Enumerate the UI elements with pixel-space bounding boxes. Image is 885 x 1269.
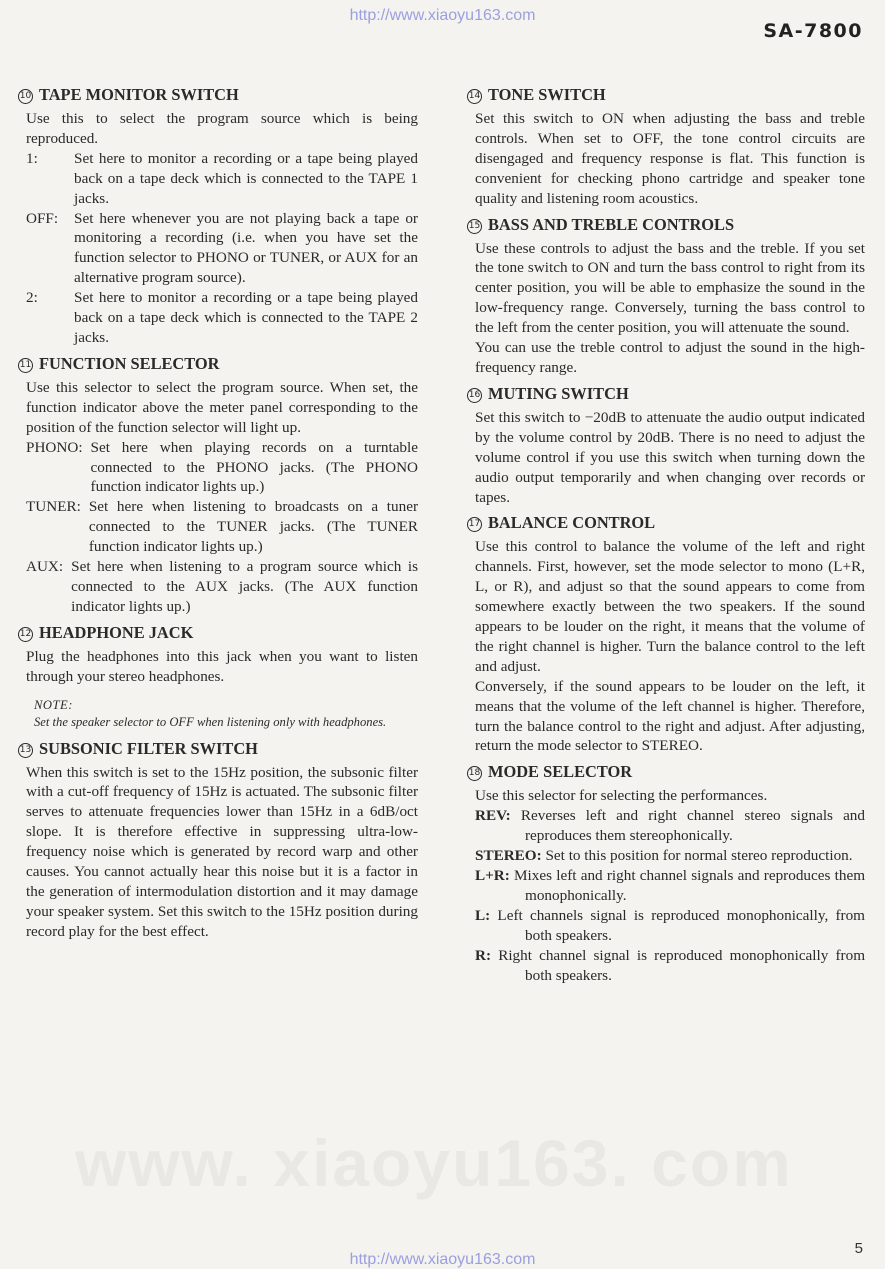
section-title: TONE SWITCH (488, 85, 606, 104)
item-term: L+R: (475, 867, 510, 884)
section-title: MODE SELECTOR (488, 762, 633, 782)
header-url: http://www.xiaoyu163.com (349, 7, 536, 24)
section-heading (18, 738, 418, 760)
section-heading (18, 622, 418, 644)
list-item (475, 866, 865, 906)
section-subsonic-filter (19, 738, 418, 942)
item-text: Set here whenever you are not playing back a tape or monitoring a recording (i.e. when you have set the function selector to PHONO or TUNER, or AUX for an alternative program source). (74, 209, 418, 287)
note-label: NOTE: (34, 697, 73, 712)
section-tone-switch (468, 84, 865, 209)
note-text: Set the speaker selector to OFF when listening only with headphones. (34, 714, 387, 729)
item-term: 1: (26, 149, 38, 167)
section-mode-selector (468, 761, 866, 985)
section-body: When this switch is set to the 15Hz position, the subsonic filter with a cut-off frequency of 15Hz is actuated. The subsonic filter serves to attenuate frequencies lower than 15Hz in a 6dB/oct slope. It is therefore effective in suppressing ultra-low-frequency noise which is generated by record warp and other causes. You cannot actually hear this noise but it is a factor in the generation of intermodulation distortion and it may damage your speaker system. Set this switch to the 15Hz position during record play for the best effect. (26, 763, 418, 940)
list-item (26, 288, 418, 348)
section-body: Use these controls to adjust the bass and the treble. If you set the tone switch to ON and turn the bass control to right from its center position, you will be able to emphasize the sound in the low-frequency range. Conversely, turning the bass control to the left from the center position, you will attenuate the sound. (475, 239, 865, 337)
section-heading (467, 214, 865, 236)
list-item (26, 149, 418, 209)
item-text: Set here to monitor a recording or a tape being played back on a tape deck which is connected to the TAPE 1 jacks. (74, 149, 418, 207)
section-balance-control (468, 512, 865, 756)
watermark-text (75, 1125, 793, 1201)
right-column (468, 84, 866, 985)
page-number: 5 (854, 1240, 863, 1257)
section-intro: Use this selector for selecting the performances. (475, 787, 768, 805)
item-term: AUX: (26, 558, 64, 576)
item-term: STEREO: (475, 847, 542, 865)
section-muting-switch (468, 383, 865, 508)
item-term: 2: (26, 289, 38, 307)
section-bass-treble (468, 214, 865, 378)
section-heading (467, 383, 865, 405)
section-tape-monitor (19, 84, 418, 348)
item-term: REV: (475, 807, 511, 825)
item-term: TUNER: (26, 498, 81, 516)
circled-number: 14 (467, 89, 482, 104)
section-body: You can use the treble control to adjust the sound in the high-frequency range. (475, 339, 865, 376)
section-intro: Use this to select the program source which is being reproduced. (26, 110, 418, 147)
item-text: Reverses left and right channel stereo signals and reproduces them stereophonically. (520, 807, 865, 845)
section-title: FUNCTION SELECTOR (39, 353, 220, 373)
item-term: PHONO: (26, 438, 83, 456)
circled-number: 13 (18, 743, 33, 758)
section-title: SUBSONIC FILTER SWITCH (39, 738, 258, 758)
section-title: BALANCE CONTROL (488, 513, 656, 533)
item-text: Mixes left and right channel signals and reproduces them monophonically. (514, 867, 866, 904)
section-title: BASS AND TREBLE CONTROLS (488, 214, 735, 234)
section-body: Set this switch to ON when adjusting the bass and treble controls. When set to OFF, the tone control circuits are disengaged and frequency response is flat. This function is convenient for checking phono cartridge and speaker tone quality and listening room acoustics. (475, 110, 865, 207)
list-item (26, 497, 418, 557)
circled-number: 11 (18, 358, 33, 373)
circled-number: 18 (467, 766, 482, 781)
section-heading (467, 761, 865, 783)
circled-number: 16 (467, 388, 482, 403)
circled-number: 10 (18, 89, 33, 104)
section-heading (467, 84, 865, 106)
section-title: MUTING SWITCH (488, 383, 629, 403)
section-body: Conversely, if the sound appears to be louder on the left, it means that the volume of the left channel is higher. Therefore, turn the balance control to the right and adjust. After adjusting, return the mode selector to STEREO. (475, 677, 865, 755)
list-item (26, 557, 418, 617)
section-heading (18, 353, 418, 375)
item-text: Set here when listening to a program source which is connected to the AUX jacks. (The AUX function indicator lights up.) (71, 558, 418, 615)
item-text: Set here to monitor a recording or a tape being played back on a tape deck which is connected to the TAPE 2 jacks. (74, 289, 418, 346)
circled-number: 12 (18, 627, 33, 642)
section-body: Set this switch to −20dB to attenuate the audio output indicated by the volume control by 20dB. There is no need to adjust the volume control if you use this switch when turning down the audio output temporarily and when changing over records or tapes. (475, 408, 865, 506)
section-body: Use this control to balance the volume of the left and right channels. First, however, set the mode selector to mono (L+R, L, or R), and adjust so that the sound appears to come from somewhere exactly between the two speakers. If the sound appears to be louder on the right, it means that the volume of the right channel is higher. Turn the balance control to the left and adjust. (475, 538, 865, 675)
circled-number: 15 (467, 219, 482, 234)
note-block (34, 697, 418, 731)
section-body: Plug the headphones into this jack when you want to listen through your stereo headphones. (26, 647, 418, 685)
item-term: OFF: (26, 209, 59, 227)
section-headphone-jack (19, 622, 418, 731)
section-title: HEADPHONE JACK (39, 622, 194, 642)
left-column (19, 84, 418, 942)
section-heading (467, 512, 865, 534)
list-item (26, 438, 418, 498)
list-item (475, 946, 865, 986)
list-item (475, 906, 865, 946)
list-item (475, 846, 865, 866)
section-function-selector (19, 353, 418, 617)
footer-url: http://www.xiaoyu163.com (349, 1251, 536, 1268)
item-text: Set here when listening to broadcasts on a tuner connected to the TUNER jacks. (The TUNER function indicator lights up.) (88, 498, 418, 556)
model-number: SA-7800 (763, 20, 863, 42)
item-text: Right channel signal is reproduced monophonically from both speakers. (498, 946, 866, 984)
item-text: Left channels signal is reproduced monophonically, from both speakers. (497, 906, 865, 944)
item-text: Set here when playing records on a turntable connected to the PHONO jacks. (The PHONO function indicator lights up.) (90, 438, 418, 496)
list-item (26, 209, 418, 289)
circled-number: 17 (467, 517, 482, 532)
list-item (475, 806, 865, 846)
item-term: R: (475, 946, 492, 964)
section-heading (18, 84, 418, 106)
section-title: TAPE MONITOR SWITCH (39, 85, 239, 104)
item-term: L: (475, 906, 491, 924)
item-text: Set to this position for normal stereo reproduction. (545, 847, 853, 865)
section-intro: Use this selector to select the program source. When set, the function indicator above the meter panel corresponding to the position of the function selector will light up. (26, 378, 418, 436)
